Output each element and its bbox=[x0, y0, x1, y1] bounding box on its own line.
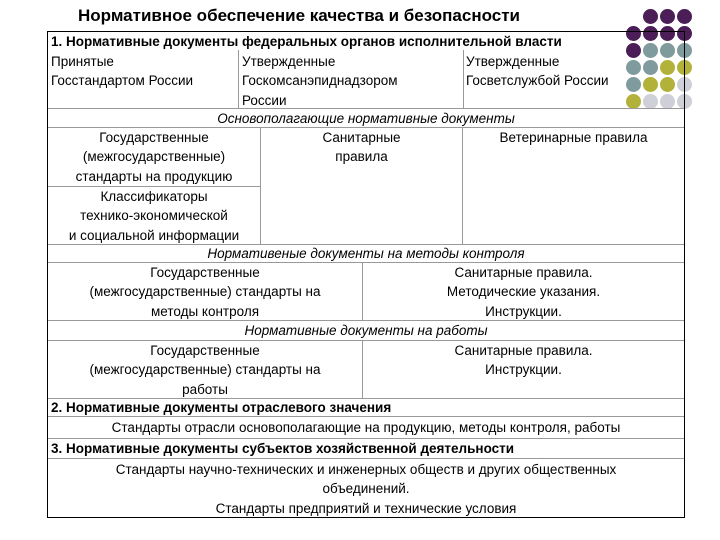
state-standards-cell bbox=[48, 128, 260, 186]
cell-line: и социальной информации bbox=[68, 227, 240, 243]
cell-line: Стандарты научно-технических и инженерных обществ и других общественных bbox=[115, 462, 617, 477]
cell-line: Санитарные bbox=[322, 130, 401, 145]
decorative-dot bbox=[660, 9, 675, 24]
goskomsanepidnadzor-cell bbox=[242, 52, 398, 110]
cell-line: работы bbox=[182, 381, 228, 397]
cell-line: Государственные bbox=[99, 130, 209, 145]
section2-heading: 2. Нормативные документы отраслевого значения bbox=[51, 400, 392, 415]
cell-line: Государственные bbox=[150, 265, 260, 280]
section3-text bbox=[48, 460, 684, 518]
gosstandart-cell bbox=[51, 52, 193, 91]
control-methods-heading: Нормативеные документы на методы контроля bbox=[207, 246, 525, 261]
cell-line: технико-экономической bbox=[80, 208, 228, 224]
cell-line: Принятые bbox=[51, 54, 114, 69]
cell-line: Методические указания. bbox=[446, 284, 601, 300]
control-sanitary-cell bbox=[363, 263, 684, 321]
gosvetsluzhba-cell bbox=[466, 52, 609, 91]
cell-line: (межгосударственные) стандарты на bbox=[89, 362, 321, 378]
decorative-dot bbox=[677, 9, 692, 24]
cell-line: Госветслужбой России bbox=[466, 73, 609, 89]
classifiers-cell bbox=[48, 187, 260, 245]
cell-line: Санитарные правила. bbox=[454, 265, 593, 280]
column-divider bbox=[238, 50, 239, 108]
control-state-standards-cell bbox=[48, 263, 362, 321]
works-state-standards-cell bbox=[48, 341, 362, 399]
cell-line: Ветеринарные правила bbox=[499, 130, 648, 145]
cell-line: стандарты на продукцию bbox=[75, 168, 233, 184]
slide-title: Нормативное обеспечение качества и безопасности bbox=[78, 6, 520, 25]
cell-line: Инструкции. bbox=[485, 303, 562, 319]
cell-line: объединений. bbox=[322, 481, 410, 497]
basic-documents-heading: Основополагающие нормативные документы bbox=[217, 111, 515, 126]
column-divider bbox=[463, 50, 464, 108]
section2-text: Стандарты отрасли основополагающие на продукцию, методы контроля, работы bbox=[111, 420, 621, 435]
cell-line: методы контроля bbox=[150, 303, 260, 319]
section3-heading: 3. Нормативные документы субъектов хозяйственной деятельности bbox=[51, 441, 515, 456]
cell-line: Государственные bbox=[150, 343, 260, 358]
cell-line: (межгосударственные) bbox=[82, 149, 226, 165]
works-heading: Нормативные документы на работы bbox=[244, 323, 488, 338]
cell-line: правила bbox=[335, 149, 388, 165]
cell-line: Инструкции. bbox=[485, 362, 562, 378]
sanitary-rules-cell bbox=[261, 128, 462, 167]
cell-line: Утвержденные bbox=[242, 54, 336, 69]
cell-line: Утвержденные bbox=[466, 54, 560, 69]
cell-line: Классификаторы bbox=[100, 189, 208, 204]
cell-line: России bbox=[242, 92, 287, 108]
cell-line: Стандарты предприятий и технические условия bbox=[215, 500, 517, 516]
veterinary-rules-cell bbox=[463, 128, 684, 147]
cell-line: Санитарные правила. bbox=[454, 343, 593, 358]
cell-line: (межгосударственные) стандарты на bbox=[89, 284, 321, 300]
works-sanitary-cell bbox=[363, 341, 684, 380]
cell-line: Госстандартом России bbox=[51, 73, 194, 89]
cell-line: Госкомсанэпиднадзором bbox=[242, 73, 398, 89]
section1-heading: 1. Нормативные документы федеральных органов исполнительной власти bbox=[51, 34, 562, 49]
decorative-dot bbox=[643, 9, 658, 24]
